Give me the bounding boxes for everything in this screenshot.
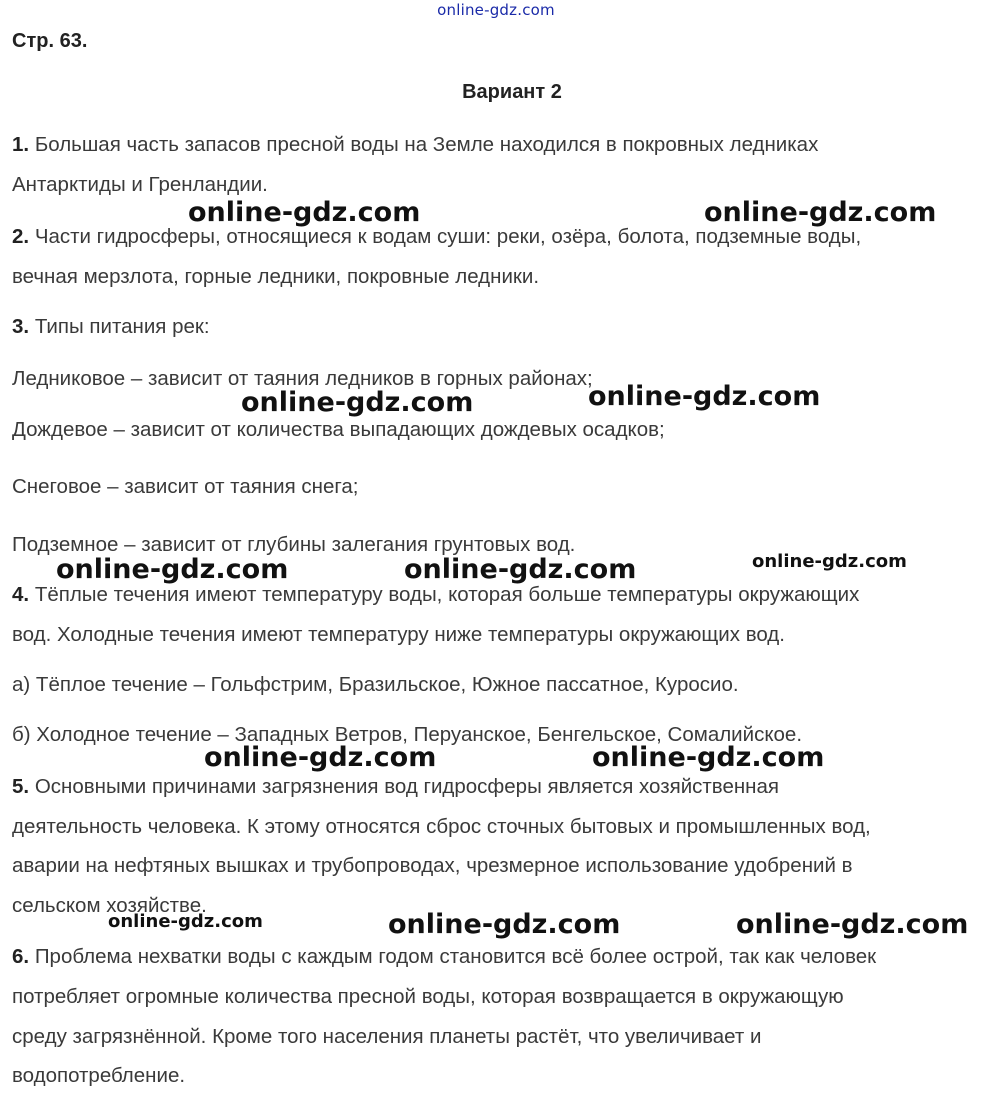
- watermark: online-gdz.com: [56, 554, 289, 585]
- answer-5-line-3: аварии на нефтяных вышках и трубопроводах, чрезмерное использование удобрений в: [12, 854, 853, 877]
- answer-3-line-1: 3. Типы питания рек:: [12, 315, 210, 338]
- answer-6-line-4: водопотребление.: [12, 1064, 186, 1087]
- river-type-glacial: Ледниковое – зависит от таяния ледников в горных районах;: [12, 367, 593, 390]
- answer-4-line-2: вод. Холодные течения имеют температуру ниже температуры окружающих вод.: [12, 623, 785, 646]
- answer-5-line-4: сельском хозяйстве.: [12, 894, 207, 917]
- river-type-rain: Дождевое – зависит от количества выпадающих дождевых осадков;: [12, 418, 665, 441]
- answer-6-line-1: 6. Проблема нехватки воды с каждым годом становится всё более острой, так как человек: [12, 945, 877, 968]
- river-type-underground: Подземное – зависит от глубины залегания грунтовых вод.: [12, 533, 576, 556]
- watermark: online-gdz.com: [588, 381, 821, 412]
- watermark: online-gdz.com: [108, 911, 263, 932]
- river-type-snow: Снеговое – зависит от таяния снега;: [12, 475, 359, 498]
- watermark: online-gdz.com: [736, 909, 969, 940]
- answer-number: 4.: [12, 583, 30, 606]
- answer-5-line-1: 5. Основными причинами загрязнения вод гидросферы является хозяйственная: [12, 775, 780, 798]
- watermark: online-gdz.com: [188, 197, 421, 228]
- answer-4-cold-currents: б) Холодное течение – Западных Ветров, Перуанское, Бенгельское, Сомалийское.: [12, 723, 803, 746]
- top-watermark: online-gdz.com: [437, 1, 555, 19]
- watermark: online-gdz.com: [592, 742, 825, 773]
- watermark: online-gdz.com: [204, 742, 437, 773]
- answer-1-line-1: 1. Большая часть запасов пресной воды на Земле находился в покровных ледниках: [12, 133, 819, 156]
- watermark: online-gdz.com: [404, 554, 637, 585]
- answer-1-line-2: Антарктиды и Гренландии.: [12, 173, 268, 196]
- watermark: online-gdz.com: [241, 387, 474, 418]
- answer-2-line-1: 2. Части гидросферы, относящиеся к водам суши: реки, озёра, болота, подземные воды,: [12, 225, 862, 248]
- answer-number: 1.: [12, 133, 30, 156]
- variant-title: Вариант 2: [462, 81, 562, 103]
- answer-number: 3.: [12, 315, 30, 338]
- page-number: Стр. 63.: [12, 30, 88, 52]
- answer-6-line-2: потребляет огромные количества пресной воды, которая возвращается в окружающую: [12, 985, 844, 1008]
- answer-4-line-1: 4. Тёплые течения имеют температуру воды, которая больше температуры окружающих: [12, 583, 860, 606]
- answer-5-line-2: деятельность человека. К этому относятся сброс сточных бытовых и промышленных вод,: [12, 815, 871, 838]
- answer-2-line-2: вечная мерзлота, горные ледники, покровные ледники.: [12, 265, 540, 288]
- watermark: online-gdz.com: [388, 909, 621, 940]
- watermark: online-gdz.com: [752, 551, 907, 572]
- answer-6-line-3: среду загрязнённой. Кроме того населения планеты растёт, что увеличивает и: [12, 1025, 762, 1048]
- answer-number: 2.: [12, 225, 30, 248]
- watermark: online-gdz.com: [704, 197, 937, 228]
- answer-4-warm-currents: а) Тёплое течение – Гольфстрим, Бразильское, Южное пассатное, Куросио.: [12, 673, 739, 696]
- answer-number: 5.: [12, 775, 30, 798]
- answer-number: 6.: [12, 945, 30, 968]
